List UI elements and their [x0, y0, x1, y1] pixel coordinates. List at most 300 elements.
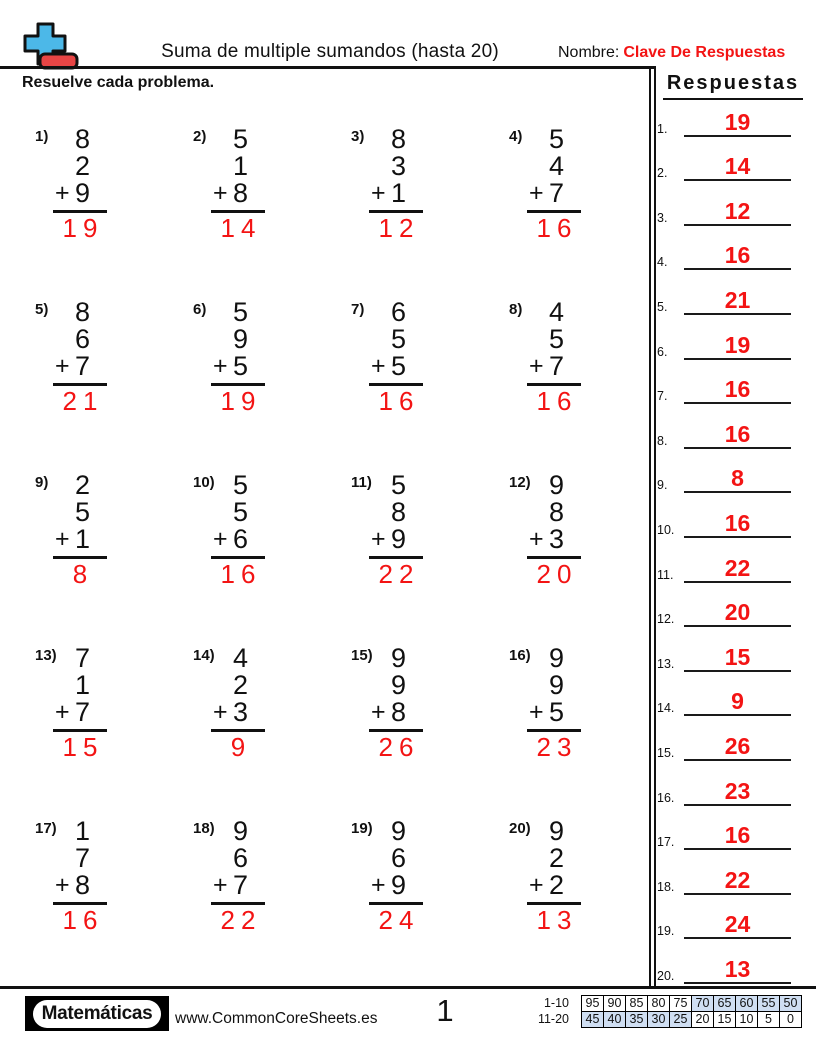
page-number: 1 — [436, 993, 454, 1028]
problem-answer: 22 — [378, 559, 420, 589]
score-cell: 5 — [757, 1011, 780, 1028]
answer-entry-18 — [650, 852, 816, 897]
header-divider — [0, 66, 654, 69]
answer-entry-number: 14. — [657, 701, 675, 716]
plus-sign: + — [55, 352, 70, 380]
problem-answer: 19 — [62, 213, 104, 243]
addend-row — [211, 872, 265, 899]
problem-20 — [499, 812, 657, 985]
answer-entry-1 — [650, 94, 816, 139]
answer-entry-number: 11. — [657, 567, 674, 582]
addend-row — [53, 845, 107, 872]
problem-answer: 16 — [62, 905, 104, 935]
answer-entry-value: 26 — [724, 732, 751, 759]
answer-blank-line — [684, 511, 791, 538]
score-cell: 75 — [669, 995, 692, 1012]
problem-stack — [527, 299, 581, 414]
plus-sign: + — [529, 698, 544, 726]
answer-entry-15 — [650, 718, 816, 763]
addend-digit: 3 — [548, 524, 564, 554]
problem-stack — [53, 472, 107, 587]
answer-entry-number: 20. — [657, 968, 675, 983]
problem-4 — [499, 120, 657, 293]
addend-row — [211, 153, 265, 180]
answer-entry-number: 8. — [657, 433, 668, 448]
addend-digit: 9 — [232, 816, 248, 846]
answer-blank-line — [684, 912, 791, 939]
answer-entry-number: 18. — [657, 879, 675, 894]
answer-entry-5 — [650, 272, 816, 317]
problem-answer: 23 — [536, 732, 578, 762]
addend-digit: 5 — [390, 324, 406, 354]
problem-answer: 22 — [220, 905, 262, 935]
problem-stack — [527, 472, 581, 587]
answer-entry-value: 24 — [724, 911, 751, 938]
plus-sign: + — [55, 525, 70, 553]
problem-number: 15) — [351, 647, 373, 664]
addend-digit: 8 — [232, 178, 248, 208]
plus-sign: + — [371, 525, 386, 553]
addend-digit: 3 — [232, 697, 248, 727]
problem-12 — [499, 466, 657, 639]
problem-answer: 21 — [62, 386, 104, 416]
addend-digit: 8 — [74, 870, 90, 900]
answer-entry-value: 16 — [724, 242, 751, 269]
answer-entry-number: 4. — [657, 255, 668, 270]
addend-digit: 5 — [232, 297, 248, 327]
addend-digit: 1 — [232, 151, 248, 181]
score-cell: 90 — [603, 995, 626, 1012]
answer-blank-line — [684, 556, 791, 583]
addend-row — [211, 818, 265, 845]
score-cell: 35 — [625, 1011, 648, 1028]
problem-2 — [183, 120, 341, 293]
plus-sign: + — [55, 871, 70, 899]
addend-digit: 1 — [74, 816, 90, 846]
addend-row — [527, 499, 581, 526]
answer-blank-line — [684, 377, 791, 404]
problem-answer: 13 — [536, 905, 578, 935]
answer-entry-number: 19. — [657, 924, 675, 939]
addend-digit: 7 — [232, 870, 248, 900]
answer-blank-line — [684, 779, 791, 806]
score-cell: 10 — [735, 1011, 758, 1028]
answer-entry-13 — [650, 629, 816, 674]
problem-stack — [369, 126, 423, 241]
addend-digit: 2 — [548, 843, 564, 873]
problem-6 — [183, 293, 341, 466]
answer-blank-line — [684, 466, 791, 493]
score-cell: 60 — [735, 995, 758, 1012]
answers-panel-title: Respuestas — [663, 72, 803, 100]
answer-entry-value: 13 — [724, 955, 751, 982]
answer-entry-value: 9 — [731, 688, 744, 715]
answer-entry-value: 16 — [724, 420, 751, 447]
answer-blank-line — [684, 333, 791, 360]
plus-sign: + — [213, 179, 228, 207]
addend-digit: 4 — [232, 643, 248, 673]
addend-digit: 1 — [74, 524, 90, 554]
brand-logo: Matemáticas — [33, 1000, 162, 1028]
plus-sign: + — [213, 698, 228, 726]
addend-row — [527, 645, 581, 672]
addend-digit: 8 — [74, 124, 90, 154]
addend-digit: 9 — [390, 524, 406, 554]
answer-entry-3 — [650, 183, 816, 228]
plus-sign: + — [371, 179, 386, 207]
answer-entry-value: 19 — [724, 108, 751, 135]
addend-row — [369, 872, 423, 899]
addend-row — [53, 326, 107, 353]
addend-digit: 7 — [74, 351, 90, 381]
score-cell: 80 — [647, 995, 670, 1012]
answer-entry-number: 3. — [657, 210, 668, 225]
score-cell: 0 — [779, 1011, 802, 1028]
plus-sign: + — [529, 179, 544, 207]
problem-answer: 26 — [378, 732, 420, 762]
answer-entry-value: 16 — [724, 822, 751, 849]
addend-row — [53, 499, 107, 526]
addend-row — [369, 672, 423, 699]
addend-row — [527, 299, 581, 326]
addend-digit: 8 — [548, 497, 564, 527]
answer-entry-value: 15 — [724, 643, 751, 670]
addend-digit: 3 — [390, 151, 406, 181]
addend-row — [369, 299, 423, 326]
addend-row — [369, 645, 423, 672]
addend-row — [53, 699, 107, 726]
answer-blank-line — [684, 422, 791, 449]
problem-number: 6) — [193, 301, 207, 318]
answer-entry-value: 16 — [724, 509, 751, 536]
addend-digit: 8 — [390, 697, 406, 727]
addend-row — [53, 472, 107, 499]
answer-entry-number: 5. — [657, 299, 668, 314]
problem-answer: 15 — [62, 732, 104, 762]
addend-row — [53, 180, 107, 207]
answer-entry-16 — [650, 763, 816, 808]
score-cell: 65 — [713, 995, 736, 1012]
answer-entry-17 — [650, 808, 816, 853]
problem-answer: 16 — [378, 386, 420, 416]
plus-sign: + — [371, 871, 386, 899]
problem-number: 14) — [193, 647, 215, 664]
addend-row — [53, 153, 107, 180]
answer-entry-number: 12. — [657, 612, 675, 627]
addend-row — [527, 818, 581, 845]
addend-row — [211, 326, 265, 353]
plus-sign: + — [55, 698, 70, 726]
instruction-text: Resuelve cada problema. — [22, 74, 215, 91]
answer-entry-value: 14 — [724, 153, 751, 180]
addend-digit: 9 — [548, 816, 564, 846]
answer-entry-value: 22 — [724, 866, 751, 893]
addend-digit: 5 — [390, 351, 406, 381]
addend-digit: 9 — [390, 643, 406, 673]
addend-digit: 2 — [232, 670, 248, 700]
answer-entry-number: 16. — [657, 790, 675, 805]
problem-answer: 16 — [536, 213, 578, 243]
addend-digit: 8 — [74, 297, 90, 327]
addend-row — [211, 845, 265, 872]
answer-entry-value: 8 — [731, 465, 744, 492]
plus-sign: + — [213, 871, 228, 899]
addend-row — [211, 499, 265, 526]
addend-digit: 8 — [390, 124, 406, 154]
addend-digit: 8 — [390, 497, 406, 527]
problem-16 — [499, 639, 657, 812]
score-row-2 — [528, 1011, 802, 1028]
problem-stack — [369, 818, 423, 933]
score-cell: 40 — [603, 1011, 626, 1028]
score-cell: 20 — [691, 1011, 714, 1028]
addend-row — [211, 126, 265, 153]
score-cell: 45 — [581, 1011, 604, 1028]
worksheet-title: Suma de multiple sumandos (hasta 20) — [161, 41, 499, 62]
answer-entry-7 — [650, 362, 816, 407]
addend-row — [369, 499, 423, 526]
addend-digit: 9 — [390, 870, 406, 900]
addend-row — [369, 845, 423, 872]
problem-stack — [369, 472, 423, 587]
addend-digit: 5 — [548, 324, 564, 354]
answer-blank-line — [684, 600, 791, 627]
problem-9 — [25, 466, 183, 639]
problem-number: 7) — [351, 301, 365, 318]
addend-row — [527, 353, 581, 380]
problem-answer: 16 — [536, 386, 578, 416]
addend-digit: 6 — [390, 297, 406, 327]
answer-blank-line — [684, 154, 791, 181]
addend-row — [369, 180, 423, 207]
addend-row — [527, 699, 581, 726]
addend-row — [527, 472, 581, 499]
problem-number: 19) — [351, 820, 373, 837]
answer-entry-number: 17. — [657, 835, 675, 850]
problem-number: 20) — [509, 820, 531, 837]
addend-row — [369, 326, 423, 353]
problem-number: 5) — [35, 301, 49, 318]
answer-entry-number: 15. — [657, 745, 675, 760]
addend-row — [53, 353, 107, 380]
addend-row — [53, 645, 107, 672]
addend-digit: 5 — [232, 351, 248, 381]
plus-sign: + — [55, 179, 70, 207]
problem-13 — [25, 639, 183, 812]
problem-17 — [25, 812, 183, 985]
addend-row — [369, 818, 423, 845]
problem-answer: 14 — [220, 213, 262, 243]
answer-entry-11 — [650, 540, 816, 585]
addend-digit: 5 — [390, 470, 406, 500]
answer-blank-line — [684, 823, 791, 850]
answer-entry-9 — [650, 451, 816, 496]
answer-entry-number: 1. — [657, 121, 668, 136]
answer-entry-value: 22 — [724, 554, 751, 581]
addend-row — [527, 326, 581, 353]
addend-digit: 9 — [74, 178, 90, 208]
addend-row — [527, 845, 581, 872]
problem-number: 16) — [509, 647, 531, 664]
score-cell: 15 — [713, 1011, 736, 1028]
problem-number: 8) — [509, 301, 523, 318]
addend-row — [527, 526, 581, 553]
problem-answer: 9 — [230, 732, 252, 762]
answer-blank-line — [684, 689, 791, 716]
score-range-label: 11-20 — [537, 1012, 569, 1026]
addend-row — [211, 299, 265, 326]
problem-number: 9) — [35, 474, 49, 491]
answer-blank-line — [684, 199, 791, 226]
addend-row — [527, 180, 581, 207]
answer-entry-19 — [650, 897, 816, 942]
addend-digit: 9 — [232, 324, 248, 354]
problem-number: 13) — [35, 647, 57, 664]
problem-10 — [183, 466, 341, 639]
addend-digit: 5 — [232, 124, 248, 154]
answer-entry-number: 9. — [657, 478, 668, 493]
score-cell: 70 — [691, 995, 714, 1012]
problem-number: 3) — [351, 128, 365, 145]
problem-15 — [341, 639, 499, 812]
addend-row — [211, 180, 265, 207]
score-row-1 — [528, 995, 802, 1012]
answers-list — [650, 94, 816, 986]
addend-digit: 2 — [548, 870, 564, 900]
addend-digit: 5 — [74, 497, 90, 527]
problem-8 — [499, 293, 657, 466]
addend-digit: 5 — [232, 497, 248, 527]
addend-row — [53, 818, 107, 845]
score-range-label: 1-10 — [543, 996, 569, 1010]
addend-digit: 6 — [232, 524, 248, 554]
answer-blank-line — [684, 957, 791, 984]
addend-row — [369, 353, 423, 380]
addend-digit: 7 — [74, 697, 90, 727]
answer-entry-number: 10. — [657, 522, 675, 537]
problem-5 — [25, 293, 183, 466]
score-table — [528, 995, 802, 1028]
problem-stack — [211, 126, 265, 241]
answer-entry-10 — [650, 495, 816, 540]
name-label: Nombre: — [558, 44, 620, 61]
addend-digit: 7 — [548, 351, 564, 381]
problem-stack — [527, 126, 581, 241]
problem-18 — [183, 812, 341, 985]
problem-11 — [341, 466, 499, 639]
problem-answer: 12 — [378, 213, 420, 243]
plus-sign: + — [213, 525, 228, 553]
plus-minus-logo-icon — [20, 21, 80, 71]
problem-stack — [369, 645, 423, 760]
answer-blank-line — [684, 868, 791, 895]
problem-3 — [341, 120, 499, 293]
answer-entry-number: 13. — [657, 656, 675, 671]
addend-digit: 7 — [74, 643, 90, 673]
problem-answer: 20 — [536, 559, 578, 589]
problem-number: 11) — [351, 474, 372, 491]
addend-row — [369, 126, 423, 153]
plus-sign: + — [371, 698, 386, 726]
problem-number: 18) — [193, 820, 215, 837]
answer-entry-value: 16 — [724, 376, 751, 403]
addend-digit: 7 — [548, 178, 564, 208]
answer-entry-value: 21 — [724, 286, 751, 313]
name-value: Clave De Respuestas — [623, 44, 786, 61]
problem-number: 1) — [35, 128, 49, 145]
addend-row — [211, 699, 265, 726]
score-cell: 30 — [647, 1011, 670, 1028]
addend-digit: 7 — [74, 843, 90, 873]
problem-number: 12) — [509, 474, 531, 491]
addend-row — [211, 526, 265, 553]
addend-digit: 9 — [390, 816, 406, 846]
addend-digit: 5 — [232, 470, 248, 500]
answer-entry-number: 7. — [657, 389, 668, 404]
addend-row — [211, 672, 265, 699]
answer-blank-line — [684, 645, 791, 672]
problem-7 — [341, 293, 499, 466]
addend-row — [369, 699, 423, 726]
addend-row — [53, 872, 107, 899]
score-cell: 50 — [779, 995, 802, 1012]
addend-row — [369, 526, 423, 553]
problem-stack — [53, 299, 107, 414]
problem-stack — [527, 818, 581, 933]
problem-stack — [527, 645, 581, 760]
name-row — [558, 44, 785, 62]
answer-entry-2 — [650, 139, 816, 184]
brand-block — [25, 996, 169, 1031]
addend-digit: 1 — [390, 178, 406, 208]
answer-entry-value: 20 — [724, 599, 751, 626]
addend-digit: 9 — [548, 643, 564, 673]
addend-digit: 9 — [548, 670, 564, 700]
problem-number: 17) — [35, 820, 57, 837]
addend-row — [53, 526, 107, 553]
addend-digit: 9 — [390, 670, 406, 700]
problem-stack — [211, 818, 265, 933]
addend-row — [211, 472, 265, 499]
plus-sign: + — [371, 352, 386, 380]
problem-answer: 19 — [220, 386, 262, 416]
addend-digit: 9 — [548, 470, 564, 500]
addend-row — [53, 299, 107, 326]
addend-row — [527, 872, 581, 899]
addend-digit: 4 — [548, 297, 564, 327]
answer-entry-12 — [650, 585, 816, 630]
problem-number: 4) — [509, 128, 523, 145]
addend-digit: 5 — [548, 124, 564, 154]
addend-digit: 1 — [74, 670, 90, 700]
footer-divider — [0, 986, 816, 989]
answer-blank-line — [684, 110, 791, 137]
plus-sign: + — [529, 871, 544, 899]
problem-stack — [369, 299, 423, 414]
answer-blank-line — [684, 288, 791, 315]
addend-row — [527, 672, 581, 699]
problem-number: 10) — [193, 474, 215, 491]
addend-row — [211, 353, 265, 380]
answer-entry-value: 23 — [724, 777, 751, 804]
answer-entry-value: 19 — [724, 331, 751, 358]
problem-1 — [25, 120, 183, 293]
score-cell: 25 — [669, 1011, 692, 1028]
answer-blank-line — [684, 734, 791, 761]
answer-entry-20 — [650, 941, 816, 986]
problem-14 — [183, 639, 341, 812]
score-cell: 85 — [625, 995, 648, 1012]
